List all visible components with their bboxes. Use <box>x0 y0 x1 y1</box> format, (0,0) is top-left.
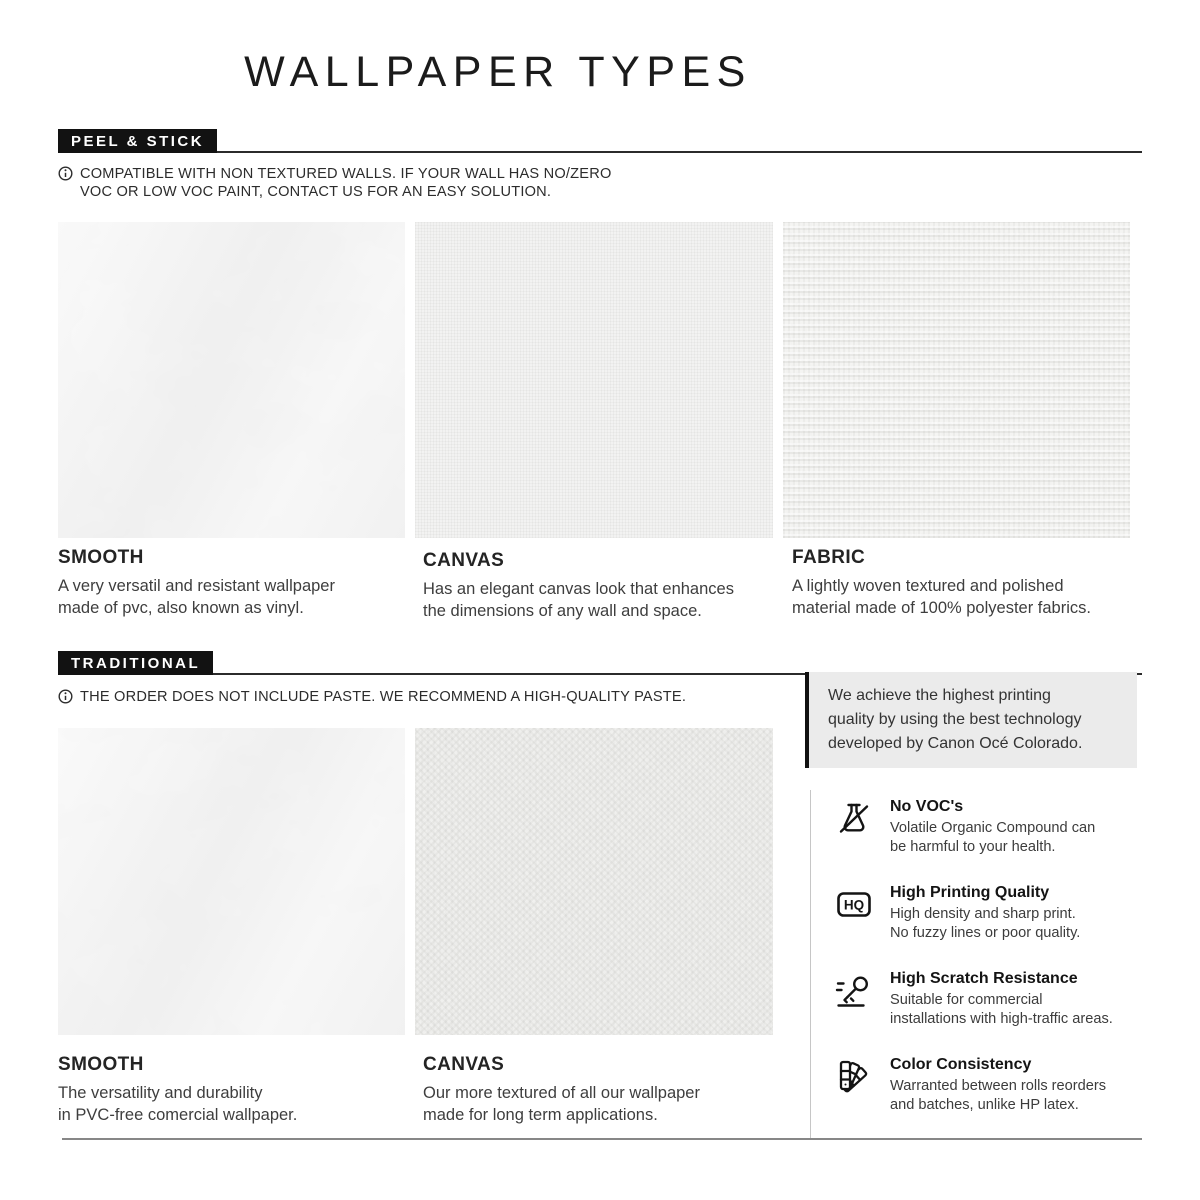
swatch-name: SMOOTH <box>58 1054 144 1075</box>
feature-desc-line: installations with high-traffic areas. <box>890 1011 1113 1027</box>
swatch-desc-line: Our more textured of all our wallpaper <box>423 1084 700 1102</box>
swatch-label-block <box>58 1054 297 1126</box>
peel-stick-note <box>58 165 612 201</box>
feature-desc-line: and batches, unlike HP latex. <box>890 1097 1079 1113</box>
info-icon <box>58 166 73 201</box>
swatch-desc-line: in PVC-free comercial wallpaper. <box>58 1105 298 1124</box>
swatch-desc-line: the dimensions of any wall and space. <box>423 601 702 620</box>
swatch-traditional-smooth <box>58 728 405 1035</box>
color-swatches-icon <box>834 1057 874 1097</box>
no-voc-flask-icon <box>834 799 874 839</box>
swatch-desc-line: Has an elegant canvas look that enhances <box>423 580 734 598</box>
swatch-label-block <box>423 550 734 622</box>
swatch-traditional-canvas <box>415 728 773 1035</box>
swatch-desc-line: made of pvc, also known as vinyl. <box>58 598 304 617</box>
swatch-name: FABRIC <box>792 547 866 568</box>
svg-text:HQ: HQ <box>843 897 865 913</box>
smooth-texture-image <box>58 222 405 538</box>
section-rule-peel-stick <box>58 151 1142 153</box>
swatch-peel-smooth <box>58 222 405 538</box>
swatch-name: CANVAS <box>423 550 505 571</box>
swatch-desc-line: A lightly woven textured and polished <box>792 577 1064 595</box>
fabric-texture-image <box>783 222 1130 538</box>
canvas-texture-image <box>415 222 773 538</box>
feature-title: High Printing Quality <box>890 884 1050 901</box>
swatch-label-block <box>423 1054 700 1126</box>
info-icon <box>58 689 73 709</box>
feature-scratch-resistance <box>834 970 1150 1029</box>
swatch-desc-line: A very versatil and resistant wallpaper <box>58 577 335 595</box>
printing-quality-callout <box>805 672 1137 768</box>
bottom-divider <box>62 1138 1142 1140</box>
scratch-key-icon <box>834 971 874 1011</box>
feature-desc-line: Warranted between rolls reorders <box>890 1078 1107 1094</box>
swatch-label-block <box>58 547 335 619</box>
feature-list <box>810 790 1150 1139</box>
feature-desc-line: Volatile Organic Compound can <box>890 820 1096 836</box>
quality-statement-line: We achieve the highest printing <box>828 687 1051 704</box>
smooth-texture-image <box>58 728 405 1035</box>
swatch-desc-line: material made of 100% polyester fabrics. <box>792 598 1091 617</box>
note-line: VOC OR LOW VOC PAINT, CONTACT US FOR AN EASY SOLUTION. <box>80 184 552 200</box>
traditional-note <box>58 688 686 709</box>
feature-title: No VOC's <box>890 798 964 815</box>
swatch-name: CANVAS <box>423 1054 505 1075</box>
rough-canvas-texture-image <box>415 728 773 1035</box>
note-line: COMPATIBLE WITH NON TEXTURED WALLS. IF YOUR WALL HAS NO/ZERO <box>80 166 612 182</box>
feature-title: Color Consistency <box>890 1056 1032 1073</box>
feature-desc-line: High density and sharp print. <box>890 906 1076 922</box>
feature-desc-line: Suitable for commercial <box>890 992 1043 1008</box>
feature-high-printing-quality <box>834 884 1150 943</box>
feature-color-consistency <box>834 1056 1150 1115</box>
feature-title: High Scratch Resistance <box>890 970 1078 987</box>
feature-desc-line: No fuzzy lines or poor quality. <box>890 925 1081 941</box>
quality-statement-line: quality by using the best technology <box>828 711 1082 728</box>
swatch-desc-line: made for long term applications. <box>423 1105 658 1124</box>
quality-statement-line: developed by Canon Océ Colorado. <box>828 735 1083 752</box>
feature-desc-line: be harmful to your health. <box>890 839 1056 855</box>
feature-no-voc <box>834 798 1150 857</box>
note-line: THE ORDER DOES NOT INCLUDE PASTE. WE RECOMMEND A HIGH-QUALITY PASTE. <box>80 689 687 705</box>
section-badge-peel-stick: PEEL & STICK <box>58 129 217 153</box>
section-badge-traditional: TRADITIONAL <box>58 651 213 675</box>
page-title: WALLPAPER TYPES <box>244 48 752 96</box>
swatch-desc-line: The versatility and durability <box>58 1084 263 1102</box>
swatch-peel-fabric <box>783 222 1130 538</box>
swatch-name: SMOOTH <box>58 547 144 568</box>
swatch-peel-canvas <box>415 222 773 538</box>
swatch-label-block <box>792 547 1091 619</box>
hq-badge-icon <box>834 885 874 925</box>
